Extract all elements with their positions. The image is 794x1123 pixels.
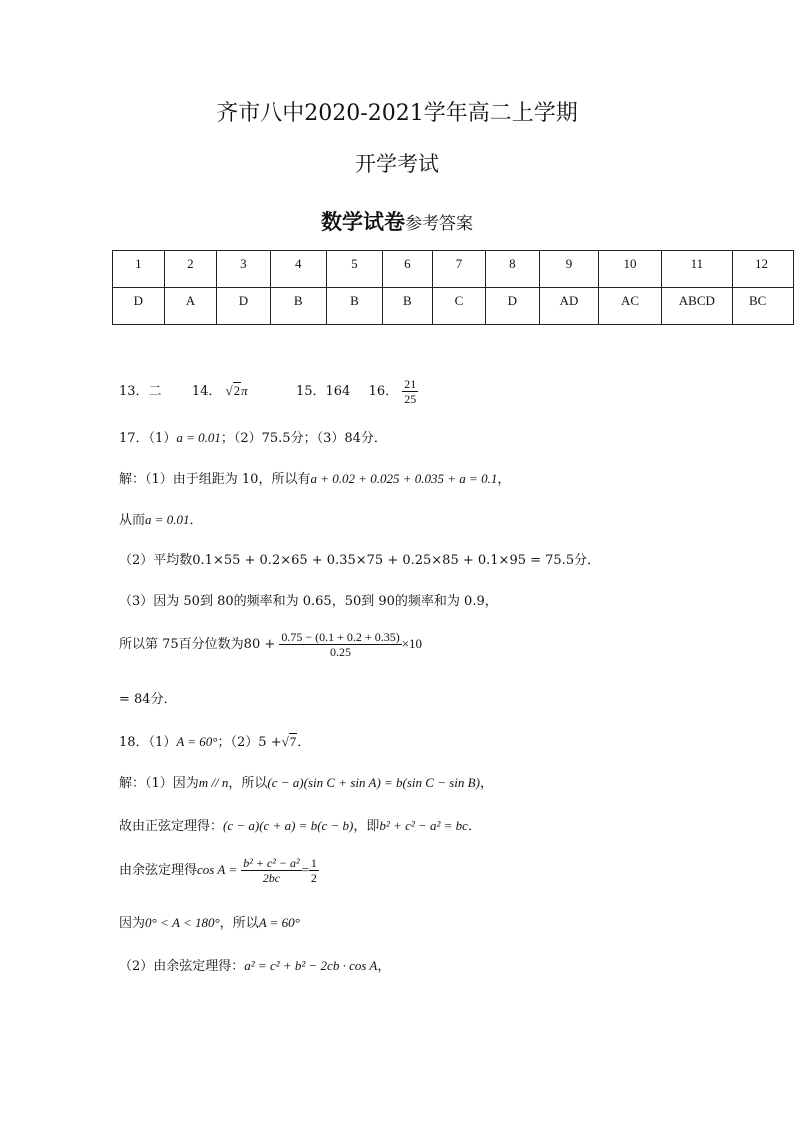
- q17-summary: [119, 427, 387, 446]
- answer-table-number-row: [113, 251, 794, 288]
- q17-sol5-numerator: 0.75 − (0.1 + 0.2 + 0.35): [281, 630, 400, 644]
- q18-sol1-text: 解：（1）因为: [119, 776, 199, 791]
- answer-table-answer-row: [113, 288, 794, 325]
- q-answer: D: [486, 288, 539, 325]
- q17-sol2-formula: a = 0.01: [145, 512, 190, 527]
- q18-summary-end: ．: [297, 735, 311, 750]
- q17-sol1-formula: a + 0.02 + 0.025 + 0.035 + a = 0.1: [310, 471, 498, 486]
- q18-solution-3: [119, 856, 319, 885]
- q14-pi: π: [241, 383, 248, 398]
- q17-solution-6: = 84分．: [119, 692, 177, 707]
- q18-sol3-half: [309, 856, 319, 885]
- q17-sol2-end: ．: [189, 513, 203, 528]
- q18-sol3-fraction: [241, 856, 301, 885]
- q-number: 2: [164, 251, 217, 288]
- q18-sol3-half-den: 2: [310, 871, 317, 885]
- title-line-1: 齐市八中2020-2021学年高二上学期: [216, 101, 578, 126]
- q-answer: C: [432, 288, 485, 325]
- q18-sol1-end: ，: [479, 776, 493, 791]
- q18-summary-sqrt: √7: [281, 734, 297, 749]
- q18-sol3-text: 由余弦定理得: [119, 863, 198, 878]
- q17-summary-a-value: a = 0.01: [176, 430, 221, 445]
- q-number: 5: [326, 251, 382, 288]
- q18-summary-label: 18．（1）: [119, 735, 177, 750]
- q17-solution-4: （3）因为 50到 80的频率和为 0.65，50到 90的频率和为 0.9，: [119, 594, 498, 609]
- q17-sol2-text: 从而: [119, 513, 146, 528]
- q-number: 12: [732, 251, 793, 288]
- q-number: 1: [113, 251, 165, 288]
- q13-answer: 二: [148, 384, 162, 399]
- q16-fraction: [402, 377, 418, 406]
- q18-sol3-denominator: 2bc: [262, 871, 281, 885]
- q18-summary-angle: A = 60°: [176, 734, 218, 749]
- q16-label: 16．: [368, 384, 399, 399]
- q-number: 7: [432, 251, 485, 288]
- q18-sol5-end: ，: [377, 959, 391, 974]
- q18-solution-4: [119, 912, 300, 931]
- title-main: 数学试卷: [321, 209, 405, 234]
- q-number: 8: [486, 251, 539, 288]
- q18-sol3-equals: =: [301, 862, 309, 877]
- q-answer: D: [113, 288, 165, 325]
- q-answer: BC: [732, 288, 793, 325]
- q-answer: B: [270, 288, 326, 325]
- q-answer: AC: [599, 288, 661, 325]
- q-answer: AD: [539, 288, 599, 325]
- q18-solution-1: [119, 772, 493, 791]
- q18-sol5-formula: a² = c² + b² − 2cb · cos A: [244, 958, 378, 973]
- q18-solution-5: [119, 955, 390, 974]
- q-answer: D: [217, 288, 270, 325]
- q18-summary: [119, 731, 310, 750]
- answer-table: [112, 250, 794, 325]
- q-number: 4: [270, 251, 326, 288]
- q18-sol3-half-num: 1: [310, 856, 317, 870]
- q-answer: ABCD: [661, 288, 732, 325]
- q17-sol5-fraction: [279, 630, 401, 659]
- q18-summary-radicand: 7: [289, 734, 297, 749]
- q18-sol2-formula2: b² + c² − a² = bc: [379, 818, 468, 833]
- q18-sol4-text: 因为: [119, 916, 146, 931]
- q16-denominator: 25: [404, 392, 417, 406]
- q18-sol4-range: 0° < A < 180°: [145, 915, 220, 930]
- q17-solution-1: [119, 468, 510, 487]
- q17-summary-label: 17．（1）: [119, 431, 177, 446]
- q18-sol2-text: 故由正弦定理得：: [119, 819, 224, 834]
- q18-sol4-text2: ，所以: [219, 916, 259, 931]
- q-number: 6: [383, 251, 433, 288]
- q-number: 3: [217, 251, 270, 288]
- title-line-3: [0, 206, 794, 236]
- q-number: 9: [539, 251, 599, 288]
- q-number: 10: [599, 251, 661, 288]
- q17-sol5-tail: ×10: [401, 636, 423, 651]
- q17-solution-5: [119, 630, 422, 659]
- q17-solution-3: （2）平均数0.1×55 + 0.2×65 + 0.35×75 + 0.25×85 + 0.1×95 = 75.5分．: [119, 553, 601, 568]
- fill-in-answers: [119, 377, 418, 406]
- q18-sol4-result: A = 60°: [258, 915, 300, 930]
- q-answer: B: [326, 288, 382, 325]
- q14-radicand: 2: [233, 383, 241, 398]
- q18-sol5-text: （2）由余弦定理得：: [119, 959, 245, 974]
- q17-sol5-denominator: 0.25: [330, 645, 352, 659]
- q-answer: B: [383, 288, 433, 325]
- q14-answer: √2π: [225, 383, 248, 398]
- q13-label: 13．: [119, 384, 149, 399]
- q18-sol2-end: ．: [467, 819, 481, 834]
- q17-solution-2: [119, 509, 203, 528]
- q17-sol1-text: 解：（1）由于组距为 10，所以有: [119, 472, 311, 487]
- q18-summary-rest: ；（2）5 +: [217, 735, 282, 750]
- q18-sol1-text2: ，所以: [228, 776, 268, 791]
- q15: 15．164: [295, 384, 351, 399]
- q18-sol1-formula: (c − a)(sin C + sin A) = b(sin C − sin B): [267, 775, 480, 790]
- q18-sol3-cos: cos A =: [197, 862, 238, 877]
- q14-label: 14．: [191, 384, 222, 399]
- q18-sol3-numerator: b² + c² − a²: [243, 856, 300, 870]
- q-number: 11: [661, 251, 732, 288]
- q18-sol2-formula: (c − a)(c + a) = b(c − b): [223, 818, 354, 833]
- q16-numerator: 21: [404, 377, 417, 391]
- q17-summary-rest: ；（2）75.5分；（3）84分．: [220, 431, 387, 446]
- q18-sol2-text2: ，即: [353, 819, 380, 834]
- title-suffix: 参考答案: [405, 214, 473, 234]
- title-line-2: 开学考试: [355, 152, 439, 176]
- q17-sol1-end: ，: [497, 472, 511, 487]
- q18-sol1-parallel: m // n: [198, 775, 229, 790]
- q17-sol5-text: 所以第 75百分位数为80 +: [119, 637, 276, 652]
- q-answer: A: [164, 288, 217, 325]
- q18-solution-2: [119, 815, 481, 834]
